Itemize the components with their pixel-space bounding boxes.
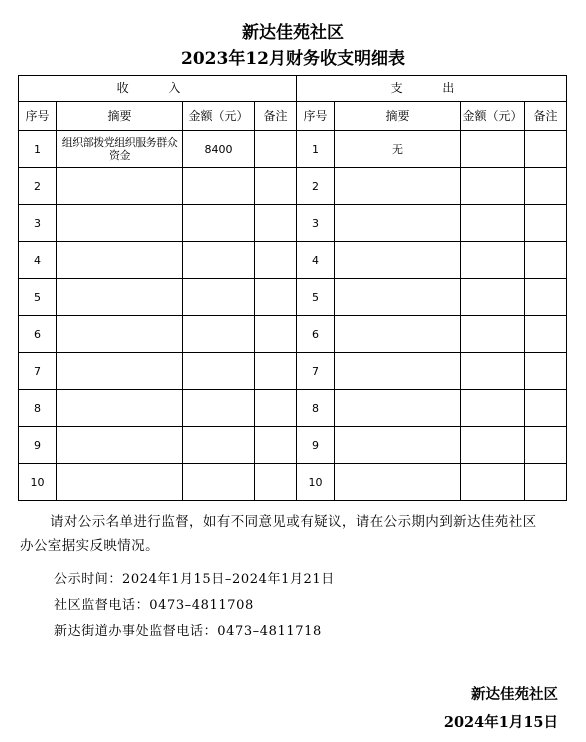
expense-seq-cell: 8: [297, 390, 335, 427]
income-amount-cell: [183, 316, 255, 353]
table-row: [19, 353, 567, 390]
income-summary-cell: [57, 279, 183, 316]
income-remark-cell: [255, 427, 297, 464]
income-amount-cell: 8400: [183, 131, 255, 168]
expense-seq-cell: 2: [297, 168, 335, 205]
income-amount-header: 金额（元）: [183, 102, 255, 131]
expense-summary-cell: [335, 205, 461, 242]
income-amount-cell: [183, 242, 255, 279]
income-remark-cell: [255, 464, 297, 501]
income-amount-cell: [183, 168, 255, 205]
expense-summary-cell: [335, 242, 461, 279]
expense-seq-cell: 7: [297, 353, 335, 390]
expense-amount-cell: [461, 205, 525, 242]
income-remark-cell: [255, 205, 297, 242]
expense-remark-cell: [525, 353, 567, 390]
table-row: [19, 464, 567, 501]
income-seq-cell: 7: [19, 353, 57, 390]
expense-summary-cell: [335, 168, 461, 205]
expense-seq-cell: 10: [297, 464, 335, 501]
section-header-row: [19, 76, 567, 102]
expense-seq-cell: 4: [297, 242, 335, 279]
income-seq-cell: 2: [19, 168, 57, 205]
table-row: [19, 316, 567, 353]
income-seq-cell: 8: [19, 390, 57, 427]
notice-text: 请对公示名单进行监督，如有不同意见或有疑议，请在公示期内到新达佳苑社区办公室据实反映情况。: [20, 514, 537, 554]
street-phone: 新达街道办事处监督电话：0473–4811718: [54, 624, 322, 639]
notice-period: 公示时间：2024年1月15日–2024年1月21日: [54, 572, 335, 587]
income-seq-cell: 1: [19, 131, 57, 168]
expense-remark-cell: [525, 427, 567, 464]
expense-summary-cell: [335, 390, 461, 427]
expense-remark-cell: [525, 464, 567, 501]
community-phone: 社区监督电话：0473–4811708: [54, 598, 254, 613]
expense-remark-header: 备注: [525, 102, 567, 131]
income-remark-header: 备注: [255, 102, 297, 131]
income-summary-cell: [57, 205, 183, 242]
table-row: [19, 390, 567, 427]
table-row: [19, 427, 567, 464]
income-remark-cell: [255, 390, 297, 427]
expense-seq-cell: 5: [297, 279, 335, 316]
report-title: 2023年12月财务收支明细表: [181, 49, 405, 69]
expense-seq-cell: 9: [297, 427, 335, 464]
income-remark-cell: [255, 316, 297, 353]
expense-amount-cell: [461, 242, 525, 279]
finance-table: [18, 75, 567, 501]
income-amount-cell: [183, 427, 255, 464]
income-remark-cell: [255, 279, 297, 316]
expense-amount-cell: [461, 353, 525, 390]
expense-seq-cell: 3: [297, 205, 335, 242]
org-title: 新达佳苑社区: [242, 23, 344, 43]
expense-seq-cell: 6: [297, 316, 335, 353]
income-amount-cell: [183, 205, 255, 242]
income-seq-cell: 9: [19, 427, 57, 464]
expense-remark-cell: [525, 316, 567, 353]
income-summary-cell: 组织部拨党组织服务群众资金: [57, 131, 183, 168]
expense-amount-cell: [461, 131, 525, 168]
income-seq-cell: 5: [19, 279, 57, 316]
expense-summary-cell: [335, 353, 461, 390]
income-amount-cell: [183, 353, 255, 390]
expense-amount-header: 金额（元）: [461, 102, 525, 131]
expense-summary-cell: [335, 427, 461, 464]
income-amount-cell: [183, 279, 255, 316]
income-remark-cell: [255, 353, 297, 390]
expense-remark-cell: [525, 279, 567, 316]
expense-remark-cell: [525, 390, 567, 427]
income-summary-cell: [57, 316, 183, 353]
expense-remark-cell: [525, 131, 567, 168]
income-summary-cell: [57, 168, 183, 205]
income-summary-cell: [57, 390, 183, 427]
income-remark-cell: [255, 168, 297, 205]
expense-amount-cell: [461, 279, 525, 316]
expense-amount-cell: [461, 390, 525, 427]
expense-summary-cell: 无: [335, 131, 461, 168]
income-remark-cell: [255, 131, 297, 168]
income-seq-cell: 4: [19, 242, 57, 279]
income-seq-header: 序号: [19, 102, 57, 131]
expense-remark-cell: [525, 205, 567, 242]
expense-amount-cell: [461, 464, 525, 501]
signature-org: 新达佳苑社区: [471, 686, 558, 703]
income-amount-cell: [183, 390, 255, 427]
column-header-row: [19, 102, 567, 131]
table-row: [19, 205, 567, 242]
income-remark-cell: [255, 242, 297, 279]
income-seq-cell: 6: [19, 316, 57, 353]
income-amount-cell: [183, 464, 255, 501]
table-row: [19, 279, 567, 316]
expense-remark-cell: [525, 168, 567, 205]
expense-section-label: 支 出: [297, 76, 567, 102]
expense-amount-cell: [461, 168, 525, 205]
income-section-label: 收 入: [19, 76, 297, 102]
table-row: [19, 168, 567, 205]
table-row: [19, 242, 567, 279]
income-seq-cell: 3: [19, 205, 57, 242]
expense-remark-cell: [525, 242, 567, 279]
expense-summary-cell: [335, 316, 461, 353]
expense-amount-cell: [461, 316, 525, 353]
income-summary-cell: [57, 464, 183, 501]
expense-amount-cell: [461, 427, 525, 464]
signature-date: 2024年1月15日: [443, 714, 558, 731]
expense-summary-header: 摘要: [335, 102, 461, 131]
income-summary-cell: [57, 353, 183, 390]
expense-summary-cell: [335, 279, 461, 316]
income-seq-cell: 10: [19, 464, 57, 501]
income-summary-header: 摘要: [57, 102, 183, 131]
table-row: [19, 131, 567, 168]
expense-summary-cell: [335, 464, 461, 501]
expense-seq-header: 序号: [297, 102, 335, 131]
expense-seq-cell: 1: [297, 131, 335, 168]
income-summary-cell: [57, 242, 183, 279]
income-summary-cell: [57, 427, 183, 464]
